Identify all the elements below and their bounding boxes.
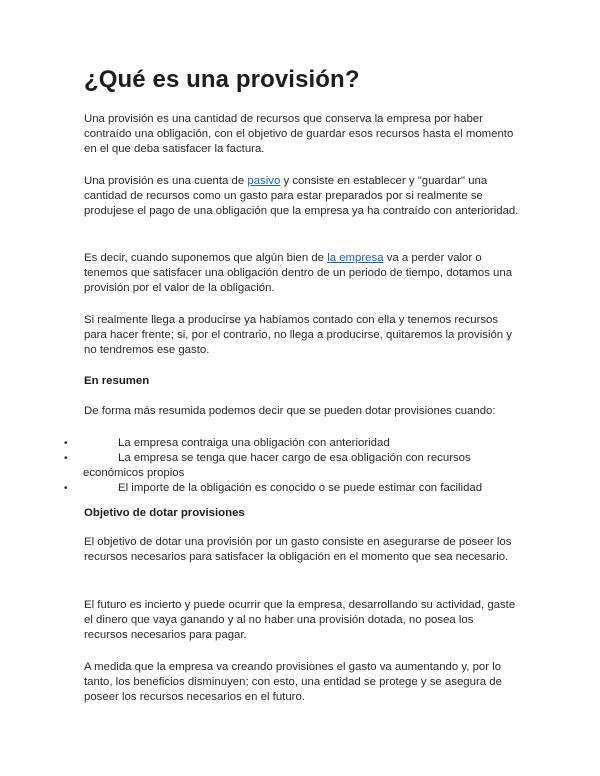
objective-paragraph-1: El objetivo de dotar una provisión por un gasto consiste en asegurarse de poseer los recursos necesarios para satisfacer la obligación en el momento que sea necesario. (84, 536, 512, 563)
objective-paragraph-2: El futuro es incierto y puede ocurrir que la empresa, desarrollando su actividad, gaste el dinero que vaya ganando y al no haber una provisión dotada, no posea los recursos necesarios para pagar. (84, 599, 516, 641)
list-item-text: El importe de la obligación es conocido o se puede estimar con facilidad (118, 482, 483, 494)
objective-heading: Objetivo de dotar provisiones (84, 507, 245, 519)
pasivo-paragraph-text-start: Una provisión es una cuenta de (84, 175, 248, 187)
list-item (0, 481, 488, 496)
summary-intro: De forma más resumida podemos decir que se pueden dotar provisiones cuando: (84, 405, 496, 417)
bullet-icon: • (64, 438, 68, 449)
bullet-icon: • (64, 483, 68, 494)
page-title: ¿Qué es una provisión? (84, 66, 360, 93)
list-item (0, 451, 488, 481)
empresa-paragraph-text-end: va a perder valor o tenemos que satisfacer una obligación dentro de un periodo de tiempo, dotamos una provisión por el valor de la obligación. (84, 252, 513, 294)
intro-paragraph: Una provisión es una cantidad de recursos que conserva la empresa por haber contraído una obligación, con el objetivo de guardar esos recursos hasta el momento en el que deba satisfacer la factura. (84, 113, 514, 155)
realization-paragraph: Si realmente llega a producirse ya habíamos contado con ella y tenemos recursos para hacer frente; si, por el contrario, no llega a producirse, quitaremos la provisión y no tendremos ese gasto. (84, 314, 512, 356)
list-item-text-continued: económicos propios (83, 467, 185, 479)
objective-paragraph-3: A medida que la empresa va creando provisiones el gasto va aumentando y, por lo tanto, los beneficios disminuyen; con esto, una entidad se protege y se asegura de poseer los recursos necesarios en el futuro. (84, 661, 502, 703)
list-item (0, 436, 488, 451)
bullet-icon: • (64, 453, 68, 464)
pasivo-link[interactable]: pasivo (247, 175, 281, 187)
pasivo-paragraph-text-end: y consiste en establecer y "guardar" una cantidad de recursos como un gasto para estar preparados por si realmente se produjese el pago de una obligación que la empresa ya ha contraído con anterioridad. (84, 175, 519, 217)
pasivo-paragraph (84, 174, 520, 219)
la-empresa-link[interactable]: la empresa (327, 252, 384, 264)
summary-heading: En resumen (84, 375, 150, 387)
empresa-paragraph-text-start: Es decir, cuando suponemos que algún bien de (84, 252, 328, 264)
list-item-text: La empresa contraiga una obligación con anterioridad (118, 437, 390, 449)
conditions-list (0, 436, 600, 496)
empresa-paragraph (84, 251, 520, 296)
list-item-text: La empresa se tenga que hacer cargo de esa obligación con recursos (118, 452, 471, 464)
